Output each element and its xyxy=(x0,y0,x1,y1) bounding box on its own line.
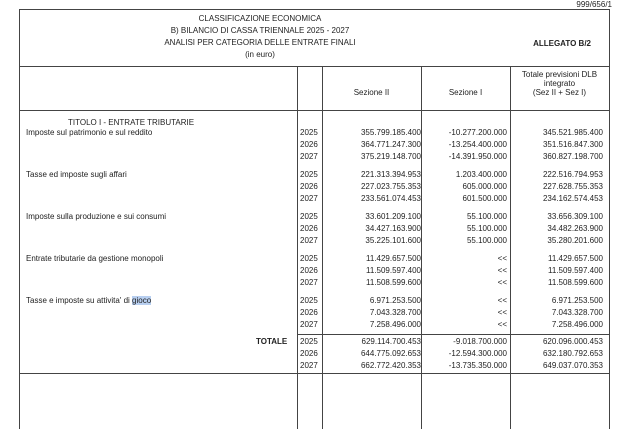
sezione-2-value: 233.561.074.453 xyxy=(360,194,421,203)
total-value: 234.162.574.453 xyxy=(542,194,603,203)
year-cell: 2026 xyxy=(300,308,318,317)
column-header-total xyxy=(510,70,609,97)
table-row xyxy=(20,277,609,289)
year-cell: 2025 xyxy=(300,254,318,263)
sezione-1-value: -13.254.400.000 xyxy=(448,140,507,149)
year-cell: 2026 xyxy=(300,140,318,149)
sezione-2-value: 364.771.247.300 xyxy=(360,140,421,149)
column-header-sezione-1: Sezione I xyxy=(448,88,483,97)
year-cell: 2026 xyxy=(300,224,318,233)
category-label: Imposte sul patrimonio e sul reddito xyxy=(26,128,153,137)
table-row xyxy=(20,139,609,151)
sezione-2-value: 7.043.328.700 xyxy=(369,308,421,317)
totals-row xyxy=(20,336,609,348)
total-value: 33.656.309.100 xyxy=(547,212,603,221)
sezione-2-value: 7.258.496.000 xyxy=(369,320,421,329)
year-cell: 2026 xyxy=(300,349,318,358)
sezione-1-value: 55.100.000 xyxy=(466,236,507,245)
table-row xyxy=(20,127,609,139)
total-value: 35.280.201.600 xyxy=(547,236,603,245)
divider-sez2 xyxy=(322,66,323,429)
grand-total: 632.180.792.653 xyxy=(542,349,603,358)
section-title: TITOLO I - ENTRATE TRIBUTARIE xyxy=(68,118,195,127)
header-line-1: CLASSIFICAZIONE ECONOMICA xyxy=(198,14,322,23)
sezione-1-value: << xyxy=(497,320,507,329)
sezione-1-value: 55.100.000 xyxy=(466,224,507,233)
category-label: Tasse e imposte su attivita' di xyxy=(26,296,133,305)
total-value: 360.827.198.700 xyxy=(542,152,603,161)
column-header-total-line-2: integrato xyxy=(543,79,576,88)
sezione-1-total: -9.018.700.000 xyxy=(453,337,507,346)
column-header-sezione-2: Sezione II xyxy=(353,88,390,97)
sezione-2-total: 644.775.092.653 xyxy=(360,349,421,358)
table-row xyxy=(20,295,609,307)
year-cell: 2027 xyxy=(300,152,318,161)
grand-total: 649.037.070.353 xyxy=(542,361,603,370)
table-bottom-rule xyxy=(20,373,609,374)
sezione-2-value: 11.429.657.500 xyxy=(365,254,421,263)
sezione-2-value: 34.427.163.900 xyxy=(365,224,421,233)
year-cell: 2025 xyxy=(300,128,318,137)
sezione-1-value: 1.203.400.000 xyxy=(455,170,507,179)
sezione-1-value: -10.277.200.000 xyxy=(448,128,507,137)
sezione-2-value: 355.799.185.400 xyxy=(360,128,421,137)
sezione-1-value: -14.391.950.000 xyxy=(448,152,507,161)
report-table xyxy=(19,9,610,429)
sezione-1-value: << xyxy=(497,308,507,317)
year-cell: 2027 xyxy=(300,236,318,245)
category-label: Imposte sulla produzione e sui consumi xyxy=(26,212,167,221)
total-value: 7.043.328.700 xyxy=(551,308,603,317)
year-cell: 2027 xyxy=(300,320,318,329)
sezione-1-value: << xyxy=(497,254,507,263)
annex-label: ALLEGATO B/2 xyxy=(533,39,591,48)
column-header-total-line-3: (Sez II + Sez I) xyxy=(532,88,587,97)
table-row xyxy=(20,169,609,181)
table-row xyxy=(20,319,609,331)
totals-label: TOTALE xyxy=(256,337,288,346)
sezione-1-total: -13.735.350.000 xyxy=(448,361,507,370)
sezione-1-value: << xyxy=(497,278,507,287)
totals-row xyxy=(20,348,609,360)
total-value: 222.516.794.953 xyxy=(542,170,603,179)
sezione-1-value: 605.000.000 xyxy=(462,182,507,191)
year-cell: 2025 xyxy=(300,170,318,179)
year-cell: 2027 xyxy=(300,361,318,370)
table-row xyxy=(20,193,609,205)
category-label: Tasse ed imposte sugli affari xyxy=(26,170,127,179)
highlighted-word: gioco xyxy=(132,296,152,305)
divider-year xyxy=(297,66,298,429)
total-value: 34.482.263.900 xyxy=(547,224,603,233)
sezione-1-value: << xyxy=(497,266,507,275)
total-value: 345.521.985.400 xyxy=(542,128,603,137)
sezione-2-value: 11.509.597.400 xyxy=(365,266,421,275)
category-label: Entrate tributarie da gestione monopoli xyxy=(26,254,164,263)
report-header xyxy=(20,10,609,67)
sezione-1-total: -12.594.300.000 xyxy=(448,349,507,358)
header-line-2: B) BILANCIO DI CASSA TRIENNALE 2025 - 2027 xyxy=(170,26,350,35)
grand-total: 620.096.000.453 xyxy=(542,337,603,346)
total-value: 351.516.847.300 xyxy=(542,140,603,149)
year-cell: 2027 xyxy=(300,194,318,203)
sezione-2-total: 629.114.700.453 xyxy=(361,337,421,346)
sezione-2-value: 33.601.209.100 xyxy=(365,212,421,221)
table-row xyxy=(20,151,609,163)
sezione-2-value: 35.225.101.600 xyxy=(365,236,421,245)
sezione-2-value: 375.219.148.700 xyxy=(360,152,421,161)
table-row xyxy=(20,211,609,223)
sezione-2-value: 221.313.394.953 xyxy=(360,170,421,179)
table-row xyxy=(20,253,609,265)
total-value: 11.508.599.600 xyxy=(547,278,603,287)
column-header-total-line-1: Totale previsioni DLB xyxy=(521,70,598,79)
sezione-2-total: 662.772.420.353 xyxy=(360,361,421,370)
year-cell: 2027 xyxy=(300,278,318,287)
totals-divider xyxy=(297,334,609,335)
header-line-3: ANALISI PER CATEGORIA DELLE ENTRATE FINALI xyxy=(164,38,356,47)
sezione-2-value: 227.023.755.353 xyxy=(360,182,421,191)
totals-row xyxy=(20,360,609,372)
total-value: 7.258.496.000 xyxy=(551,320,603,329)
table-row xyxy=(20,181,609,193)
year-cell: 2025 xyxy=(300,296,318,305)
total-value: 11.429.657.500 xyxy=(547,254,603,263)
table-row xyxy=(20,235,609,247)
table-row xyxy=(20,223,609,235)
category-label-wrap xyxy=(26,296,151,305)
year-cell: 2025 xyxy=(300,337,318,346)
year-cell: 2026 xyxy=(300,182,318,191)
table-row xyxy=(20,307,609,319)
divider-sez1 xyxy=(421,66,422,429)
year-cell: 2025 xyxy=(300,212,318,221)
page-reference: 999/656/1 xyxy=(576,0,612,9)
sezione-1-value: 55.100.000 xyxy=(466,212,507,221)
header-line-4: (in euro) xyxy=(245,50,275,59)
sezione-2-value: 11.508.599.600 xyxy=(365,278,421,287)
total-value: 227.628.755.353 xyxy=(542,182,603,191)
sezione-1-value: << xyxy=(497,296,507,305)
year-cell: 2026 xyxy=(300,266,318,275)
total-value: 11.509.597.400 xyxy=(547,266,603,275)
sezione-1-value: 601.500.000 xyxy=(462,194,507,203)
sezione-2-value: 6.971.253.500 xyxy=(369,296,421,305)
total-value: 6.971.253.500 xyxy=(551,296,603,305)
divider-total xyxy=(510,66,511,429)
table-row xyxy=(20,265,609,277)
